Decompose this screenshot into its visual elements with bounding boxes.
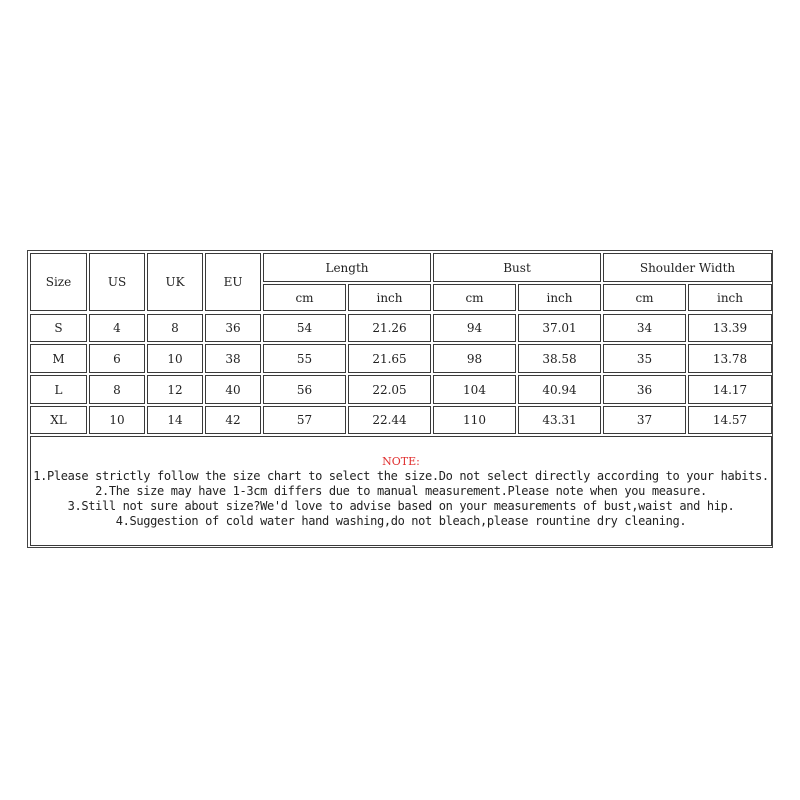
cell-bust-inch: 37.01 xyxy=(518,314,601,342)
cell-uk: 14 xyxy=(147,406,203,434)
cell-bust-cm: 104 xyxy=(433,375,516,404)
note-line-4: 4.Suggestion of cold water hand washing,do not bleach,please rountine dry cleaning. xyxy=(115,513,687,528)
cell-eu: 38 xyxy=(205,344,261,373)
cell-shoulder-cm: 36 xyxy=(603,375,686,404)
cell-shoulder-cm: 37 xyxy=(603,406,686,434)
cell-length-inch: 22.44 xyxy=(348,406,431,434)
note-line-2: 2.The size may have 1-3cm differs due to manual measurement.Please note when you measure. xyxy=(95,483,707,498)
note-line-3: 3.Still not sure about size?We'd love to advise based on your measurements of bust,waist and hip. xyxy=(67,498,735,513)
header-bust-cm: cm xyxy=(433,284,516,311)
cell-us: 10 xyxy=(89,406,145,434)
header-length: Length xyxy=(263,253,431,282)
header-bust: Bust xyxy=(433,253,601,282)
header-length-inch: inch xyxy=(348,284,431,311)
cell-us: 8 xyxy=(89,375,145,404)
cell-bust-cm: 94 xyxy=(433,314,516,342)
cell-length-cm: 56 xyxy=(263,375,346,404)
cell-shoulder-cm: 34 xyxy=(603,314,686,342)
size-chart xyxy=(27,250,773,548)
cell-eu: 42 xyxy=(205,406,261,434)
cell-length-inch: 21.65 xyxy=(348,344,431,373)
header-uk: UK xyxy=(147,253,203,311)
cell-uk: 8 xyxy=(147,314,203,342)
cell-bust-inch: 40.94 xyxy=(518,375,601,404)
cell-size: L xyxy=(30,375,87,404)
header-size: Size xyxy=(30,253,87,311)
cell-eu: 36 xyxy=(205,314,261,342)
header-shoulder-inch: inch xyxy=(688,284,772,311)
cell-length-inch: 21.26 xyxy=(348,314,431,342)
cell-length-cm: 57 xyxy=(263,406,346,434)
cell-shoulder-inch: 13.78 xyxy=(688,344,772,373)
cell-bust-inch: 43.31 xyxy=(518,406,601,434)
cell-size: XL xyxy=(30,406,87,434)
note-line-1: 1.Please strictly follow the size chart to select the size.Do not select directly according to your habits. xyxy=(33,468,769,483)
cell-uk: 10 xyxy=(147,344,203,373)
header-shoulder-width: Shoulder Width xyxy=(603,253,772,282)
cell-length-cm: 54 xyxy=(263,314,346,342)
cell-shoulder-inch: 14.17 xyxy=(688,375,772,404)
cell-us: 4 xyxy=(89,314,145,342)
cell-length-cm: 55 xyxy=(263,344,346,373)
note-title: NOTE: xyxy=(382,454,420,468)
cell-length-inch: 22.05 xyxy=(348,375,431,404)
cell-shoulder-cm: 35 xyxy=(603,344,686,373)
cell-eu: 40 xyxy=(205,375,261,404)
cell-shoulder-inch: 14.57 xyxy=(688,406,772,434)
cell-size: S xyxy=(30,314,87,342)
cell-bust-inch: 38.58 xyxy=(518,344,601,373)
header-length-cm: cm xyxy=(263,284,346,311)
cell-size: M xyxy=(30,344,87,373)
cell-us: 6 xyxy=(89,344,145,373)
header-eu: EU xyxy=(205,253,261,311)
note-box xyxy=(30,436,772,546)
header-us: US xyxy=(89,253,145,311)
header-bust-inch: inch xyxy=(518,284,601,311)
cell-bust-cm: 98 xyxy=(433,344,516,373)
cell-bust-cm: 110 xyxy=(433,406,516,434)
header-shoulder-cm: cm xyxy=(603,284,686,311)
cell-uk: 12 xyxy=(147,375,203,404)
cell-shoulder-inch: 13.39 xyxy=(688,314,772,342)
